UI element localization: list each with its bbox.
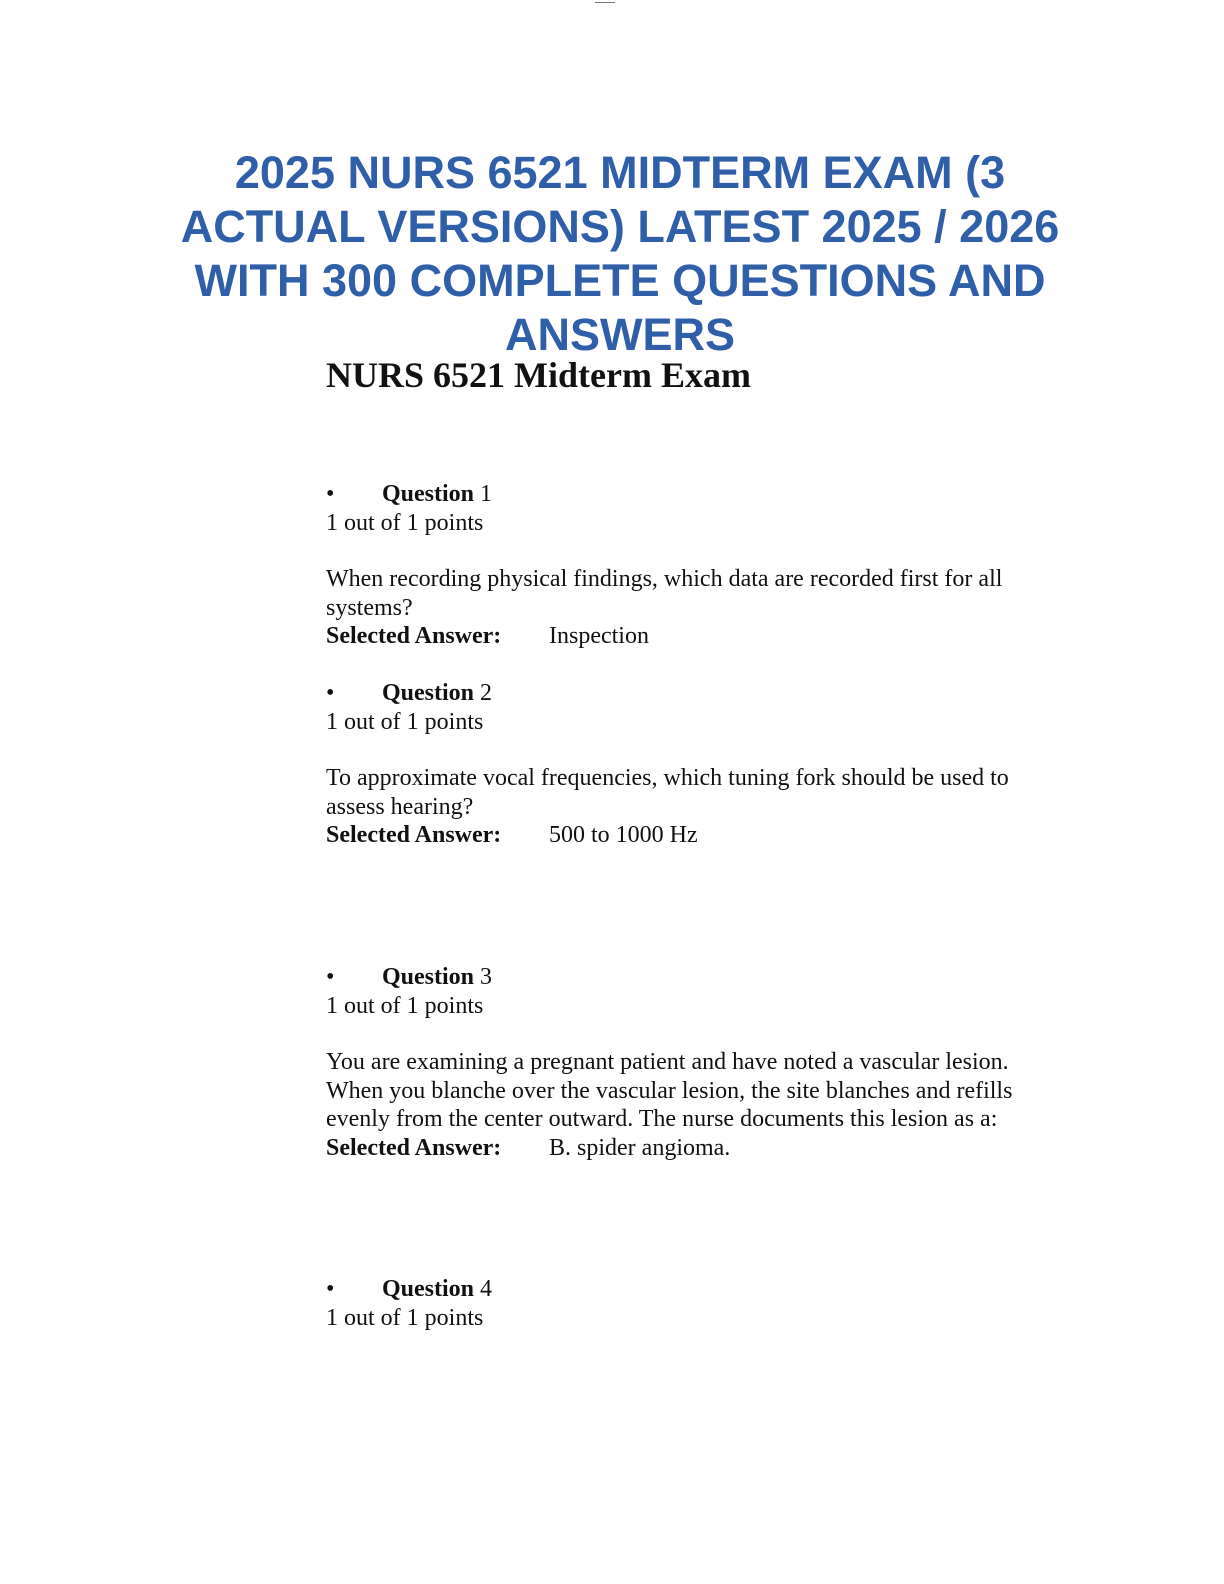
question-points: 1 out of 1 points bbox=[326, 510, 484, 536]
selected-answer bbox=[326, 1134, 730, 1162]
question-label: Question bbox=[382, 680, 475, 706]
question-points: 1 out of 1 points bbox=[326, 1305, 484, 1331]
question-heading bbox=[326, 963, 492, 991]
question-number: 1 bbox=[480, 481, 493, 507]
selected-answer-label: Selected Answer: bbox=[326, 623, 502, 649]
selected-answer-value: Inspection bbox=[549, 623, 649, 649]
question-label: Question bbox=[382, 964, 475, 990]
selected-answer-label: Selected Answer: bbox=[326, 1135, 502, 1161]
question-points: 1 out of 1 points bbox=[326, 709, 484, 735]
question-heading bbox=[326, 1275, 492, 1303]
question-text: You are examining a pregnant patient and have noted a vascular lesion. When you blanche over the vascular lesion, the site blanches and refills evenly from the center outward. The nurse documents this lesion as a: bbox=[326, 1049, 1013, 1132]
selected-answer bbox=[326, 821, 698, 849]
question-heading bbox=[326, 679, 492, 707]
header-mark bbox=[595, 0, 615, 3]
question-number: 4 bbox=[480, 1276, 493, 1302]
bullet: • bbox=[326, 481, 335, 507]
question-heading bbox=[326, 480, 492, 508]
question-text: When recording physical findings, which data are recorded first for all systems? bbox=[326, 566, 1003, 621]
bullet: • bbox=[326, 964, 335, 990]
selected-answer-value: 500 to 1000 Hz bbox=[549, 822, 698, 848]
question-label: Question bbox=[382, 1276, 475, 1302]
question-number: 3 bbox=[480, 964, 493, 990]
selected-answer-label: Selected Answer: bbox=[326, 822, 502, 848]
exam-title: NURS 6521 Midterm Exam bbox=[326, 355, 751, 395]
selected-answer bbox=[326, 622, 649, 650]
document-banner-title: 2025 NURS 6521 MIDTERM EXAM (3 ACTUAL VERSIONS) LATEST 2025 / 2026 WITH 300 COMPLETE QUESTIONS AND ANSWERS bbox=[180, 147, 1060, 360]
bullet: • bbox=[326, 1276, 335, 1302]
question-points: 1 out of 1 points bbox=[326, 993, 484, 1019]
question-text: To approximate vocal frequencies, which tuning fork should be used to assess hearing? bbox=[326, 765, 1009, 820]
selected-answer-value: B. spider angioma. bbox=[549, 1135, 731, 1161]
question-number: 2 bbox=[480, 680, 493, 706]
bullet: • bbox=[326, 680, 335, 706]
question-label: Question bbox=[382, 481, 475, 507]
